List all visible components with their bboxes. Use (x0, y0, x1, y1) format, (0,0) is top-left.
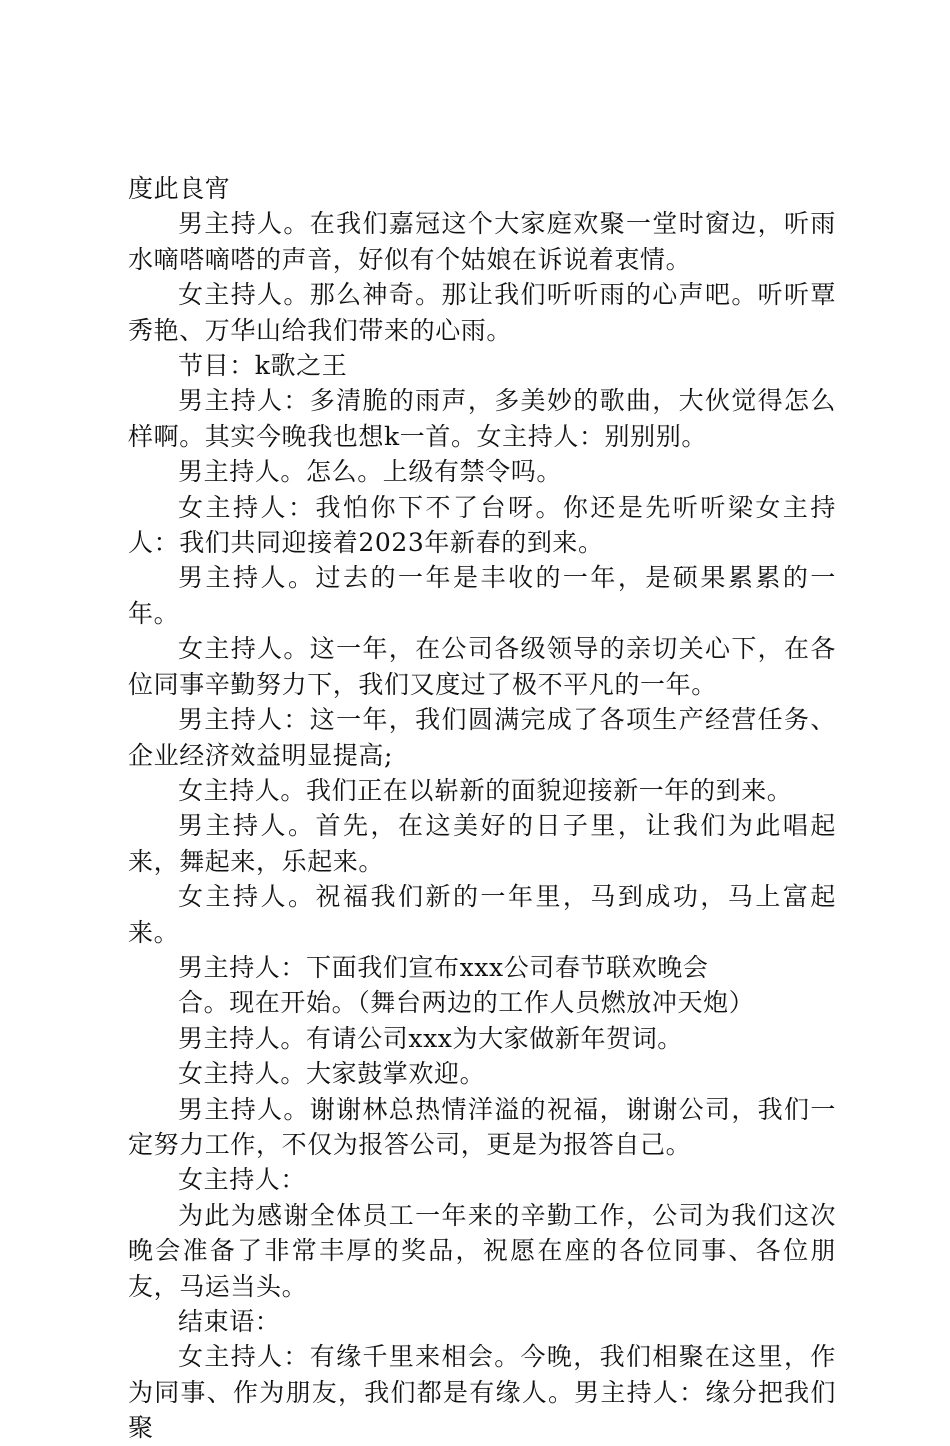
paragraph: 女主持人。我们正在以崭新的面貌迎接新一年的到来。 (178, 775, 793, 805)
paragraph: 女主持人。这一年，在公司各级领导的亲切关心下，在各位同事辛勤努力下，我们又度过了极不平凡的一年。 (128, 634, 836, 699)
paragraph: 男主持人：下面我们宣布xxx公司春节联欢晚会 (178, 952, 709, 982)
section-heading: 结束语： (178, 1307, 281, 1336)
paragraph: 男主持人。谢谢林总热情洋溢的祝福，谢谢公司，我们一定努力工作，不仅为报答公司，更是为报答自己。 (128, 1094, 836, 1159)
paragraph-continuation: 度此良宵 (128, 174, 231, 203)
paragraph: 男主持人。有请公司xxx为大家做新年贺词。 (178, 1023, 683, 1053)
paragraph: 男主持人：多清脆的雨声，多美妙的歌曲，大伙觉得怎么样啊。其实今晚我也想k一首。女主持人：别别别。 (128, 386, 836, 451)
paragraph: 男主持人。首先，在这美好的日子里，让我们为此唱起来，舞起来，乐起来。 (128, 811, 836, 876)
paragraph: 女主持人。那么神奇。那让我们听听雨的心声吧。听听覃秀艳、万华山给我们带来的心雨。 (128, 280, 836, 345)
paragraph: 女主持人。大家鼓掌欢迎。 (178, 1059, 486, 1089)
paragraph: 男主持人。过去的一年是丰收的一年，是硕果累累的一年。 (128, 563, 836, 628)
program-title: 节目：k歌之王 (178, 351, 348, 381)
paragraph: 女主持人：我怕你下不了台呀。你还是先听听梁女主持人：我们共同迎接着2023年新春的到来。 (128, 492, 836, 558)
paragraph: 男主持人。怎么。上级有禁令吗。 (178, 457, 563, 487)
paragraph: 女主持人：有缘千里来相会。今晚，我们相聚在这里，作为同事、作为朋友，我们都是有缘人。男主持人：缘分把我们聚 (128, 1342, 836, 1443)
document-body (128, 171, 836, 1446)
paragraph: 合。现在开始。（舞台两边的工作人员燃放冲天炮） (178, 988, 755, 1018)
paragraph: 为此为感谢全体员工一年来的辛勤工作，公司为我们这次晚会准备了非常丰厚的奖品，祝愿在座的各位同事、各位朋友，马运当头。 (128, 1200, 836, 1301)
paragraph: 女主持人。祝福我们新的一年里，马到成功，马上富起来。 (128, 882, 836, 947)
paragraph: 男主持人。在我们嘉冠这个大家庭欢聚一堂时窗边，听雨水嘀嗒嘀嗒的声音，好似有个姑娘在诉说着衷情。 (128, 209, 836, 274)
paragraph: 女主持人： (178, 1165, 307, 1195)
paragraph: 男主持人：这一年，我们圆满完成了各项生产经营任务、企业经济效益明显提高; (128, 705, 836, 770)
